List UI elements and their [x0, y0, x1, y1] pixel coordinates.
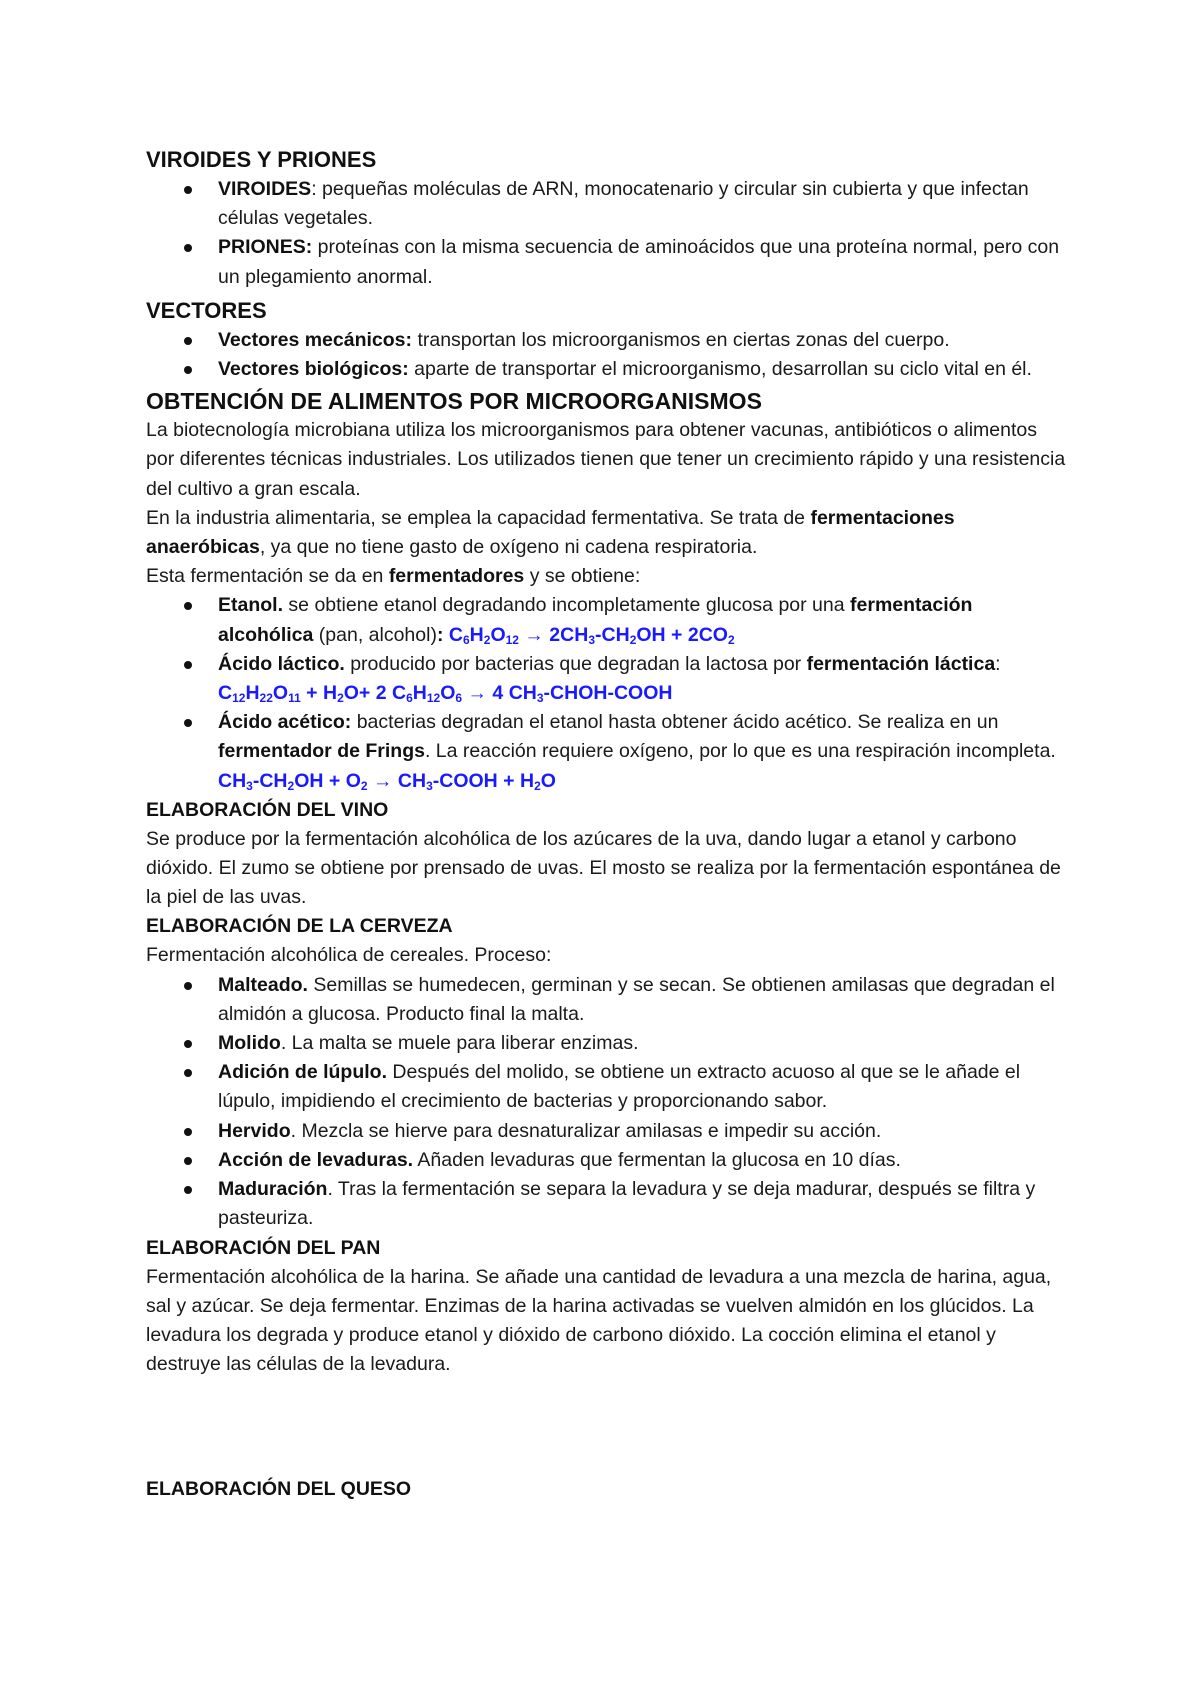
- cerveza-proceso-list: [146, 971, 1066, 1234]
- list-item: [146, 175, 1066, 233]
- spacer: [146, 1379, 1066, 1475]
- bullet-icon: [184, 719, 192, 727]
- list-item: [146, 326, 1066, 355]
- formula-lactico: $C_{12}H_{22}O_{11} + H_2O+ 2$ $C_6H_{12}O_6 \to 4$ $CH_3-CHOH$-COOH: [218, 682, 673, 706]
- section-title-cerveza: ELABORACIÓN DE LA CERVEZA: [146, 915, 453, 938]
- bullet-icon: [184, 982, 192, 990]
- paragraph-industria: En la industria alimentaria, se emplea la capacidad fermentativa. Se trata de fermentaciones anaeróbicas, ya que no tiene gasto de oxígeno ni cadena respiratoria.: [146, 506, 955, 559]
- paragraph-fermentadores: Esta fermentación se da en fermentadores y se obtiene:: [146, 565, 641, 588]
- list-item: [146, 233, 1066, 291]
- bullet-icon: [184, 1186, 192, 1194]
- bullet-icon: [184, 1040, 192, 1048]
- bullet-icon: [184, 366, 192, 374]
- paragraph-vino: Se produce por la fermentación alcohólica de los azúcares de la uva, dando lugar a etanol y carbono dióxido. El zumo se obtiene por prensado de uvas. El mosto se realiza por la fermentación espontánea de la piel de las uvas.: [146, 827, 1061, 909]
- paragraph-cerveza-intro: Fermentación alcohólica de cereales. Proceso:: [146, 944, 552, 967]
- list-item: [146, 355, 1066, 384]
- section-title-vino: ELABORACIÓN DEL VINO: [146, 798, 389, 821]
- formula-acetico: $CH_3-CH_2OH + O_2$ → $CH_3$-COOH + $H_2O$: [218, 769, 556, 793]
- bullet-icon: [184, 1157, 192, 1165]
- paragraph-biotecnologia: La biotecnología microbiana utiliza los microorganismos para obtener vacunas, antibióticos o alimentos por diferentes técnicas industriales. Los utilizados tienen que tener un crecimiento rápido y una resistencia del cultivo a gran escala.: [146, 419, 1066, 500]
- bullet-icon: [184, 1069, 192, 1077]
- term: VIROIDES: [218, 178, 312, 200]
- vectores-list: [146, 326, 1066, 384]
- list-item: Maduración. Tras la fermentación se separa la levadura y se deja madurar, después se filtra y pasteuriza.: [146, 1175, 1066, 1233]
- document-page: [146, 145, 1066, 1504]
- bullet-icon: [184, 661, 192, 669]
- bullet-icon: [184, 186, 192, 194]
- list-item: Adición de lúpulo. Después del molido, se obtiene un extracto acuoso al que se le añade el lúpulo, impidiendo el crecimiento de bacterias y proporcionando sabor.: [146, 1058, 1066, 1116]
- definition: transportan los microorganismos en ciertas zonas del cuerpo.: [412, 328, 950, 351]
- paragraph-pan: Fermentación alcohólica de la harina. Se añade una cantidad de levadura a una mezcla de harina, agua, sal y azúcar. Se deja fermentar. Enzimas de la harina activadas se vuelven almidón en los glúcidos. La levadura los degrada y produce etanol y dióxido de carbono dióxido. La cocción elimina el etanol y destruye las células de la levadura.: [146, 1265, 1052, 1376]
- definition: aparte de transportar el microorganismo, desarrollan su ciclo vital en él.: [408, 358, 1032, 381]
- list-item-acetico: Ácido acético: bacterias degradan el etanol hasta obtener ácido acético. Se realiza en un fermentador de Frings. La reacción requiere oxígeno, por lo que es una respiración incompleta. $CH_3-CH_2OH + O_2$ → $CH_3$-COOH + $H_2O$: [146, 708, 1066, 796]
- list-item: Molido. La malta se muele para liberar enzimas.: [146, 1029, 1066, 1058]
- list-item: Acción de levaduras. Añaden levaduras que fermentan la glucosa en 10 días.: [146, 1146, 1066, 1175]
- bullet-icon: [184, 602, 192, 610]
- list-item-etanol: Etanol. se obtiene etanol degradando incompletamente glucosa por una fermentación alcohólica (pan, alcohol): $C_6H_2O_{12} \to 2CH_3-CH_2OH + 2CO_2$: [146, 591, 1066, 649]
- formula-etanol: $C_6H_2O_{12} \to 2CH_3-CH_2OH + 2CO_2$: [448, 623, 735, 647]
- list-item: Hervido. Mezcla se hierve para desnaturalizar amilasas e impedir su acción.: [146, 1117, 1066, 1146]
- definition: : pequeñas moléculas de ARN, monocatenario y circular sin cubierta y que infectan células vegetales.: [218, 178, 1029, 230]
- productos-list: [146, 591, 1066, 795]
- section-title-pan: ELABORACIÓN DEL PAN: [146, 1236, 381, 1259]
- section-title-viroides-priones: VIROIDES Y PRIONES: [146, 147, 377, 172]
- term: PRIONES:: [218, 236, 313, 259]
- list-item: Malteado. Semillas se humedecen, germinan y se secan. Se obtienen amilasas que degradan el almidón a glucosa. Producto final la malta.: [146, 971, 1066, 1029]
- bullet-icon: [184, 244, 192, 252]
- bullet-icon: [184, 1128, 192, 1136]
- bullet-icon: [184, 337, 192, 345]
- term: Vectores biológicos:: [218, 358, 409, 381]
- definition: proteínas con la misma secuencia de aminoácidos que una proteína normal, pero con un plegamiento anormal.: [218, 236, 1060, 288]
- list-item-lactico: Ácido láctico. producido por bacterias que degradan la lactosa por fermentación láctica: $C_{12}H_{22}O_{11} + H_2O+ 2$ $C_6H_{12}O_6 \to 4$ $CH_3-CHOH$-COOH: [146, 650, 1066, 708]
- section-title-obtencion: OBTENCIÓN DE ALIMENTOS POR MICROORGANISMOS: [146, 388, 762, 415]
- section-title-vectores: VECTORES: [146, 297, 267, 323]
- section-title-queso: ELABORACIÓN DEL QUESO: [146, 1478, 412, 1501]
- viroides-priones-list: [146, 175, 1066, 292]
- term: Vectores mecánicos:: [218, 328, 413, 351]
